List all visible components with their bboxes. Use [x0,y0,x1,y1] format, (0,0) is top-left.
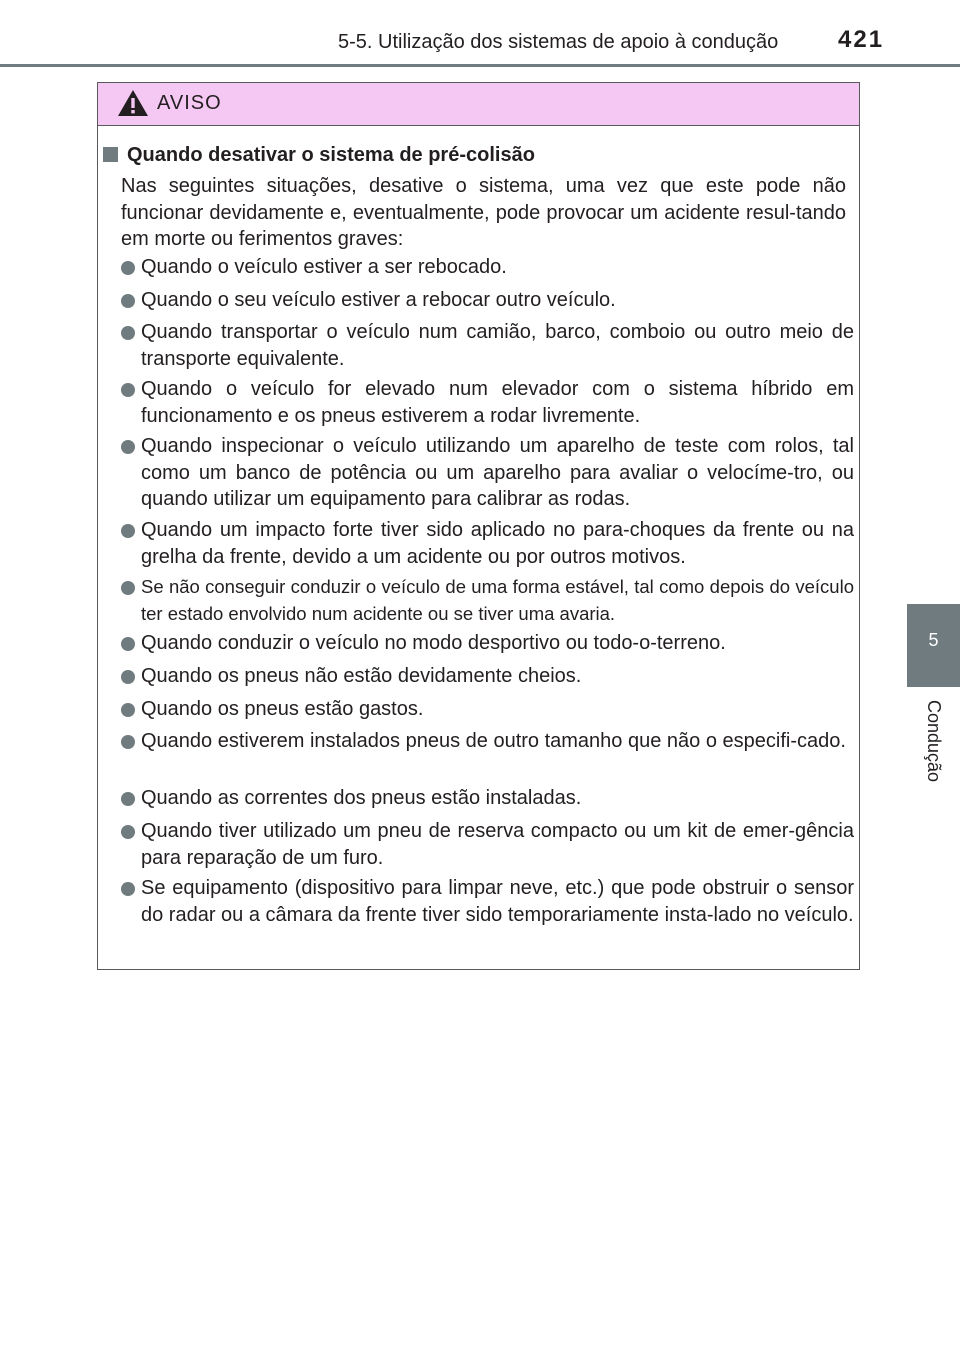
chapter-number: 5 [928,630,939,650]
bullet-icon [121,383,135,397]
warning-triangle-icon [117,89,149,117]
section-heading-text: Quando desativar o sistema de pré-colisão [127,144,535,166]
bullet-icon [121,670,135,684]
bullet-icon [121,882,135,896]
list-item: Quando o seu veículo estiver a rebocar outro veículo. [121,287,854,314]
list-item: Quando inspecionar o veículo utilizando um aparelho de teste com rolos, tal como um banco de potência ou um aparelho para avaliar o velocíme-tro, ou quando utilizar um equipamento para calibrar as rodas. [121,433,854,513]
warning-header [98,83,859,126]
page-number: 421 [838,26,885,53]
bullet-icon [121,792,135,806]
warning-title: AVISO [157,92,222,114]
bullet-icon [121,637,135,651]
chapter-tab [907,604,960,687]
section-heading [103,144,535,167]
bullet-icon [121,825,135,839]
list-item: Quando o veículo estiver a ser rebocado. [121,254,854,281]
list-item: Quando um impacto forte tiver sido aplicado no para-choques da frente ou na grelha da frente, devido a um acidente ou por outros motivos. [121,517,854,570]
warning-box [97,82,860,970]
list-item: Quando os pneus estão gastos. [121,696,854,723]
header-divider [0,64,960,67]
list-item: Se não conseguir conduzir o veículo de uma forma estável, tal como depois do veículo ter estado envolvido num acidente ou se tiver uma avaria. [121,574,854,627]
bullet-icon [121,326,135,340]
list-item: Quando as correntes dos pneus estão instaladas. [121,785,854,812]
bullet-icon [121,703,135,717]
square-bullet-icon [103,147,118,162]
list-item: Quando estiverem instalados pneus de outro tamanho que não o especifi-cado. [121,728,854,755]
chapter-label: Condução [924,700,944,783]
list-item: Quando transportar o veículo num camião, barco, comboio ou outro meio de transporte equivalente. [121,319,854,372]
list-item: Quando conduzir o veículo no modo desportivo ou todo-o-terreno. [121,630,854,657]
bullet-icon [121,524,135,538]
bullet-icon [121,440,135,454]
bullet-icon [121,581,135,595]
list-item: Quando o veículo for elevado num elevador com o sistema híbrido em funcionamento e os pneus estiverem a rodar livremente. [121,376,854,429]
bullet-icon [121,294,135,308]
section-title: 5-5. Utilização dos sistemas de apoio à condução [338,31,779,53]
list-item: Se equipamento (dispositivo para limpar neve, etc.) que pode obstruir o sensor do radar ou a câmara da frente tiver sido temporariamente insta-lado no veículo. [121,875,854,928]
section-intro: Nas seguintes situações, desative o sistema, uma vez que este pode não funcionar devidamente e, eventualmente, pode provocar um acidente resul-tando em morte ou ferimentos graves: [121,175,846,250]
list-item: Quando os pneus não estão devidamente cheios. [121,663,854,690]
bullet-icon [121,735,135,749]
list-item: Quando tiver utilizado um pneu de reserva compacto ou um kit de emer-gência para reparação de um furo. [121,818,854,871]
bullet-icon [121,261,135,275]
page-header [0,0,960,66]
